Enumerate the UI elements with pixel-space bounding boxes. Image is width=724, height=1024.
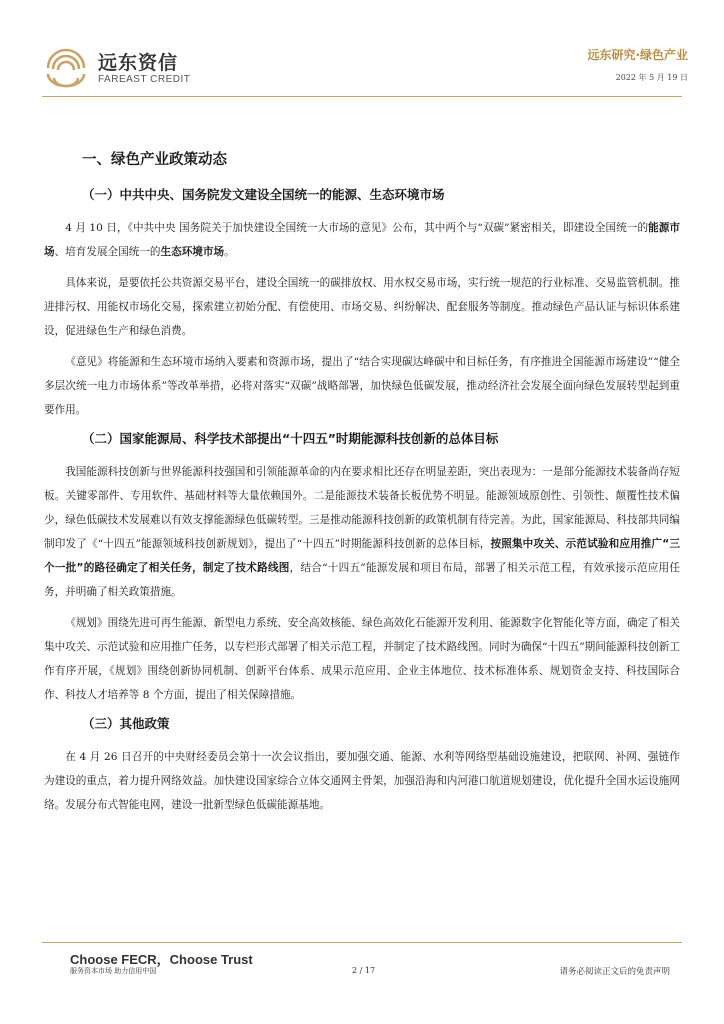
report-series: 远东研究·绿色产业 xyxy=(587,48,688,62)
subsection-title-3: （三）其他政策 xyxy=(82,716,170,731)
paragraph: 具体来说，是要依托公共资源交易平台，建设全国统一的碳排放权、用水权交易市场，实行统一规范的行业标准、交易监管机制。推进排污权、用能权市场化交易，探索建立初始分配、有偿使用、市场交易、纠纷解决、配套服务等制度。推动绿色产品认证与标识体系建设，促进绿色生产和绿色消费。 xyxy=(44,277,680,337)
document-body xyxy=(44,140,680,824)
logo-name-en: FAREAST CREDIT xyxy=(98,74,191,85)
paragraph: 在 4 月 26 日召开的中央财经委员会第十一次会议指出，要加强交通、能源、水利等网络型基础设施建设，把联网、补网、强链作为建设的重点，着力提升网络效益。加快建设国家综合立体交通网主骨架，加强沿海和内河港口航道规划建设，优化提升全国水运设施网络。发展分布式智能电网，建设一批新型绿色低碳能源基地。 xyxy=(44,751,680,811)
paragraph: 《意见》将能源和生态环境市场纳入要素和资源市场，提出了“结合实现碳达峰碳中和目标任务，有序推进全国能源市场建设”“健全多层次统一电力市场体系”等改革举措，必将对落实“双碳”战略部署，加快绿色低碳发展，推动经济社会发展全面向绿色发展转型起到重要作用。 xyxy=(44,356,680,416)
report-date: 2022 年 5 月 19 日 xyxy=(615,73,688,82)
paragraph: 4 月 10 日，《中共中央 国务院关于加快建设全国统一大市场的意见》公布，其中两个与“双碳”紧密相关，即建设全国统一的能源市场、培育发展全国统一的生态环境市场。 xyxy=(44,222,681,258)
paragraph: 《规划》围绕先进可再生能源、新型电力系统、安全高效核能、绿色高效化石能源开发利用、能源数字化智能化等方面，确定了相关集中攻关、示范试验和应用推广任务，以专栏形式部署了相关示范工程，并制定了技术路线图。同时为确保“十四五”期间能源科技创新工作有序开展，《规划》围绕创新协同机制、创新平台体系、成果示范应用、企业主体地位、技术标准体系、规划资金支持、科技国际合作、科技人才培养等 8 个方面，提出了相关保障措施。 xyxy=(44,617,680,701)
subsection-title-2: （二）国家能源局、科学技术部提出“十四五”时期能源科技创新的总体目标 xyxy=(82,431,499,446)
page-header xyxy=(0,0,724,110)
paragraph: 我国能源科技创新与世界能源科技强国和引领能源革命的内在要求相比还存在明显差距，突出表现为：一是部分能源技术装备尚存短板。关键零部件、专用软件、基础材料等大量依赖国外。二是能源技术装备长板优势不明显。能源领域原创性、引领性、颠覆性技术偏少，绿色低碳技术发展难以有效支撑能源绿色低碳转型。三是推动能源科技创新的政策机制有待完善。为此，国家能源局、科技部共同编制印发了《“十四五”能源领域科技创新规划》，提出了“十四五”时期能源科技创新的总体目标，按照集中攻关、示范试验和应用推广“三个一批”的路径确定了相关任务，制定了技术路线图，结合“十四五”能源发展和项目布局，部署了相关示范工程，有效承接示范应用任务，并明确了相关政策措施。 xyxy=(44,466,680,598)
footer-divider xyxy=(42,942,682,943)
header-meta xyxy=(587,46,688,83)
section-title: 一、绿色产业政策动态 xyxy=(82,152,227,168)
logo-name-cn: 远东资信 xyxy=(98,52,179,74)
subsection-title-1: （一）中共中央、国务院发文建设全国统一的能源、生态环境市场 xyxy=(82,187,445,202)
disclaimer-note: 请务必阅读正文后的免责声明 xyxy=(559,967,670,977)
logo-mark-icon xyxy=(42,44,90,92)
fareast-credit-logo xyxy=(42,44,242,94)
header-divider xyxy=(42,96,682,97)
footer-slogan: Choose FECR，Choose Trust xyxy=(70,952,253,967)
footer-tagline: 服务资本市场 助力信用中国 xyxy=(70,967,157,975)
page-number: 2 / 17 xyxy=(352,966,376,975)
